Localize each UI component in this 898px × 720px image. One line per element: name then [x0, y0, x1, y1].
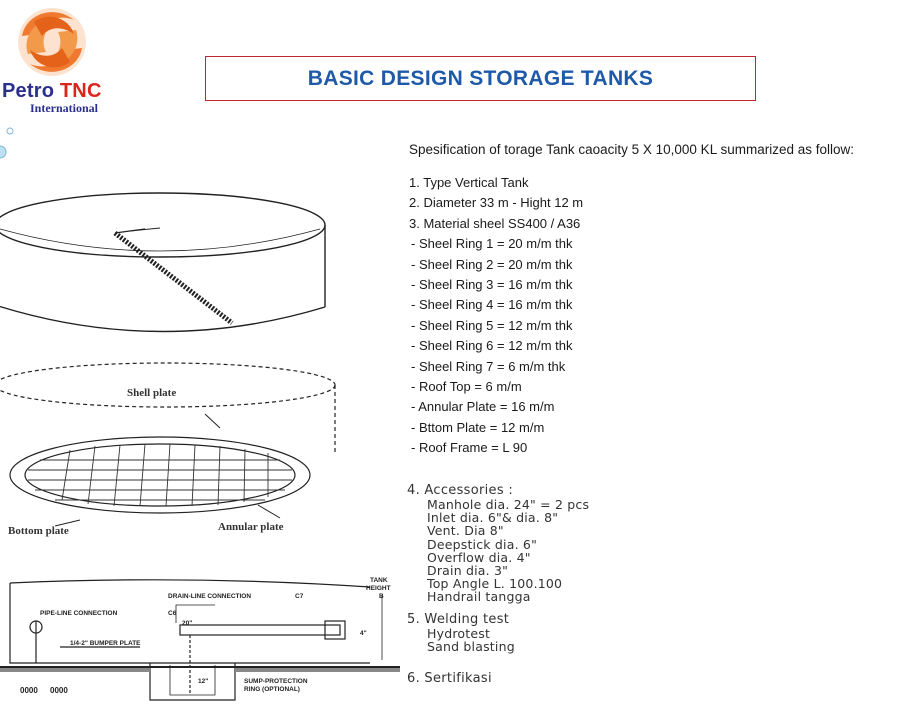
- tank-plates-drawing: [0, 360, 340, 550]
- spec-line: - Sheel Ring 5 = 12 m/m thk: [411, 317, 573, 333]
- spec-line: - Sheel Ring 7 = 6 m/m thk: [411, 358, 566, 374]
- dimension-20: 20": [182, 620, 193, 627]
- accessories-block: [407, 483, 707, 686]
- pipe-line-label: PIPE-LINE CONNECTION: [40, 610, 118, 617]
- dimension-12: 12": [198, 678, 209, 685]
- drain-line-tag: C7: [295, 593, 304, 600]
- bumper-plate-label: 1/4-2" BUMPER PLATE: [70, 640, 141, 647]
- accessory-item: Handrail tangga: [427, 589, 531, 605]
- spec-line: - Sheel Ring 6 = 12 m/m thk: [411, 338, 573, 354]
- welding-item: Hydrotest: [427, 625, 491, 641]
- spec-line: 1. Type Vertical Tank: [409, 175, 529, 190]
- brand-name: [2, 80, 102, 103]
- sump-protection-label-1: SUMP-PROTECTION: [244, 678, 308, 685]
- welding-heading: 5. Welding test: [407, 611, 510, 627]
- accessory-item: Deepstick dia. 6": [427, 536, 538, 552]
- spec-line: 2. Diameter 33 m - Hight 12 m: [409, 195, 584, 211]
- brand-subtitle: International: [30, 101, 99, 115]
- dimension-4: 4": [360, 630, 367, 637]
- tank-height-label-2: HEIGHT: [366, 585, 391, 592]
- tank-height-label-3: B: [379, 593, 384, 600]
- accessory-item: Vent. Dia 8": [427, 523, 504, 539]
- spec-line: - Roof Frame = L 90: [411, 440, 528, 456]
- title-box: [205, 56, 756, 101]
- accessories-heading: 4. Accessories :: [407, 483, 514, 498]
- tank-height-label-1: TANK: [370, 577, 388, 584]
- pipe-line-tag: C6: [168, 610, 177, 617]
- brand-name-petro: Petro: [2, 80, 55, 102]
- accessory-item: Inlet dia. 6"& dia. 8": [427, 510, 559, 526]
- drain-line-label: DRAIN-LINE CONNECTION: [168, 593, 252, 600]
- spec-line: - Roof Top = 6 m/m: [411, 379, 522, 395]
- spec-line: 3. Material sheel SS400 / A36: [409, 215, 581, 231]
- sump-protection-label-2: RING (OPTIONAL): [244, 686, 300, 693]
- swirl-logo-icon: [0, 0, 120, 82]
- accessory-item: Drain dia. 3": [427, 563, 509, 579]
- spec-line: - Sheel Ring 2 = 20 m/m thk: [411, 256, 573, 272]
- spec-intro: Spesification of torage Tank caoacity 5 X 10,000 KL summarized as follow:: [409, 142, 854, 157]
- certification-heading: 6. Sertifikasi: [407, 671, 492, 687]
- spec-line: - Bttom Plate = 12 m/m: [411, 419, 545, 435]
- decorative-bubbles: [0, 126, 16, 162]
- spec-line: - Annular Plate = 16 m/m: [411, 399, 555, 415]
- welding-item: Sand blasting: [427, 638, 515, 654]
- tank-cylinder-drawing: [0, 185, 340, 345]
- accessory-item: Top Angle L. 100.100: [427, 576, 563, 592]
- spec-line: - Sheel Ring 4 = 16 m/m thk: [411, 297, 573, 313]
- annular-plate-label: Annular plate: [218, 521, 284, 533]
- specification-block: [409, 141, 895, 459]
- company-logo: [0, 0, 120, 125]
- shell-plate-label: Shell plate: [127, 387, 177, 399]
- legend-code-1: 0000: [20, 686, 38, 695]
- legend-code-2: 0000: [50, 686, 68, 695]
- bottom-plate-label: Bottom plate: [8, 525, 69, 537]
- accessory-item: Overflow dia. 4": [427, 549, 531, 565]
- spec-line: - Sheel Ring 1 = 20 m/m thk: [411, 236, 573, 252]
- accessory-item: Manhole dia. 24" = 2 pcs: [427, 497, 590, 512]
- tank-section-drawing: [0, 565, 400, 715]
- brand-name-tnc: TNC: [59, 80, 102, 102]
- page-title: BASIC DESIGN STORAGE TANKS: [307, 66, 654, 90]
- spec-line: - Sheel Ring 3 = 16 m/m thk: [411, 277, 573, 293]
